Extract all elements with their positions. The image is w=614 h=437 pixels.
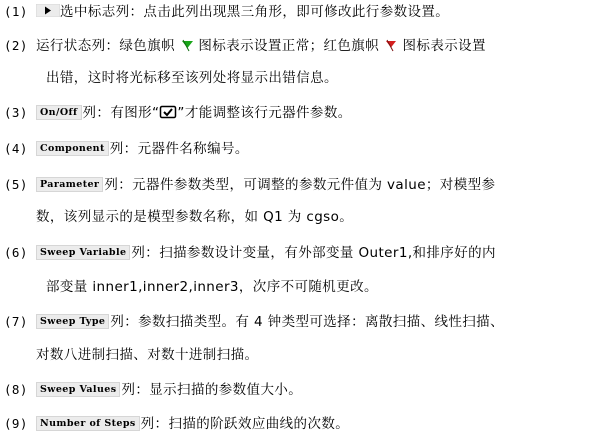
number-of-steps-column-label: Number of Steps	[36, 416, 140, 431]
item-3-part2: ”才能调整该行元器件参数。	[177, 105, 352, 121]
item-text	[36, 310, 504, 334]
item-2-line2: 出错，这时将光标移至该列处将显示出错信息。	[46, 70, 338, 86]
item-2-part2: 图标表示设置正常；红色旗帜	[198, 38, 380, 54]
item-2-part3: 图标表示设置	[402, 38, 486, 54]
item-1-body: 选中标志列：点击此列出现黑三角形，即可修改此行参数设置。	[60, 4, 450, 20]
item-text	[36, 412, 349, 436]
on-off-column-label: On/Off	[36, 105, 82, 120]
item-number: (3)	[4, 105, 28, 120]
item-text	[36, 34, 486, 58]
item-text	[36, 0, 449, 24]
checked-checkbox-icon	[159, 105, 177, 119]
item-5-line2: 数，该列显示的是模型参数名称，如 Q1 为 cgso。	[36, 209, 354, 225]
item-7-line2: 对数八进制扫描、对数十进制扫描。	[36, 347, 259, 363]
component-column-label: Component	[36, 141, 109, 156]
item-text	[36, 378, 302, 402]
item-text	[36, 101, 352, 125]
sweep-variable-column-label: Sweep Variable	[36, 245, 130, 260]
item-number: (2)	[4, 38, 28, 53]
item-5-body: 列：元器件参数类型，可调整的参数元件值为 value；对模型参	[104, 177, 496, 193]
item-text	[36, 173, 495, 197]
item-9-body: 列：扫描的阶跃效应曲线的次数。	[140, 416, 350, 432]
item-text	[36, 137, 249, 161]
item-number: (1)	[4, 4, 28, 19]
black-right-triangle-icon	[36, 4, 60, 17]
item-number: (4)	[4, 141, 28, 156]
item-number: (8)	[4, 382, 28, 397]
sweep-values-column-label: Sweep Values	[36, 382, 120, 397]
parameter-column-label: Parameter	[36, 177, 103, 192]
item-number: (7)	[4, 314, 28, 329]
item-3-part1: 列：有图形“	[82, 105, 160, 121]
item-2-part1: 运行状态列：绿色旗帜	[36, 38, 175, 54]
item-number: (9)	[4, 416, 28, 431]
item-number: (6)	[4, 245, 28, 260]
item-number: (5)	[4, 177, 28, 192]
item-7-body: 列：参数扫描类型。有 4 钟类型可选择：离散扫描、线性扫描、	[110, 314, 504, 330]
item-4-body: 列：元器件名称编号。	[109, 141, 249, 157]
item-text	[36, 241, 496, 265]
item-8-body: 列：显示扫描的参数值大小。	[121, 382, 303, 398]
sweep-type-column-label: Sweep Type	[36, 314, 109, 329]
red-flag-icon	[384, 39, 398, 52]
item-6-body: 列：扫描参数设计变量，有外部变量 Outer1,和排序好的内	[131, 245, 496, 261]
item-6-line2: 部变量 inner1,inner2,inner3，次序不可随机更改。	[46, 279, 378, 295]
green-flag-icon	[180, 39, 194, 52]
